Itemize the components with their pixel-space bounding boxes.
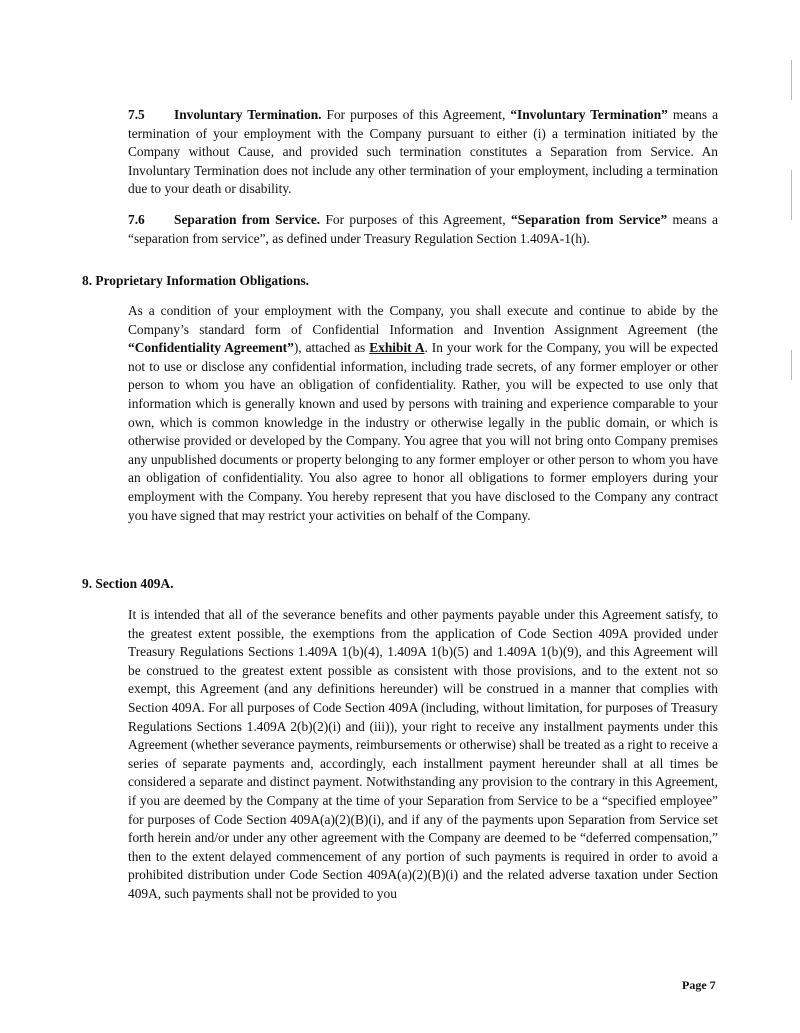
exhibit-reference: Exhibit A bbox=[369, 340, 425, 356]
section-number: 7.6 bbox=[128, 212, 145, 227]
section-7-6 bbox=[128, 211, 718, 248]
body-text: As a condition of your employment with the Company, you shall execute and continue to abide by the Company’s standard form of Confidential Information and Invention Assignment Agreement (the bbox=[128, 303, 718, 337]
scan-artifact-line bbox=[791, 60, 792, 100]
defined-term: “Confidentiality Agreement” bbox=[128, 340, 294, 356]
body-text: For purposes of this Agreement, bbox=[320, 212, 511, 227]
section-8-body bbox=[128, 302, 718, 525]
section-number: 7.5 bbox=[128, 107, 145, 122]
page-number: Page 7 bbox=[682, 978, 716, 992]
heading-section-9: 9. Section 409A. bbox=[82, 576, 174, 591]
section-title: Separation from Service. bbox=[174, 212, 321, 227]
scan-artifact-line bbox=[791, 350, 792, 380]
defined-term: “Separation from Service” bbox=[510, 212, 668, 227]
body-text: . In your work for the Company, you will be expected not to use or disclose any confidential information, including trade secrets, of any former employer or other person to whom you have an obligation of confidentiality. Rather, you will be expected to use only that information which is generally known and used by persons with training and experience comparable to your own, which is common knowledge in the industry or otherwise legally in the public domain, or which is otherwise provided or developed by the Company. You agree that you will not bring onto Company premises any unpublished documents or property belonging to any former employer or other person to whom you have an obligation of confidentiality. You also agree to honor all obligations to former employers during your employment with the Company. You hereby represent that you have disclosed to the Company any contract you have signed that may restrict your activities on behalf of the Company. bbox=[128, 340, 718, 523]
section-7-5 bbox=[128, 106, 718, 199]
body-text: ), attached as bbox=[293, 340, 370, 356]
defined-term: “Involuntary Termination” bbox=[510, 107, 668, 122]
body-text: For purposes of this Agreement, bbox=[321, 107, 511, 122]
body-text: means a “separation from service”, as defined under Treasury Regulation Section 1.409A-1(h). bbox=[128, 212, 718, 246]
heading-section-8: 8. Proprietary Information Obligations. bbox=[82, 273, 310, 288]
section-9-body: It is intended that all of the severance benefits and other payments payable under this Agreement satisfy, to the greatest extent possible, the exemptions from the application of Code Section 409A provided under Treasury Regulations Sections 1.409A 1(b)(4), 1.409A 1(b)(5) and 1.409A 1(b)(9), and this Agreement will be construed to the greatest extent possible as consistent with those provisions, and to the extent not so exempt, this Agreement (and any definitions hereunder) will be construed in a manner that complies with Section 409A. For all purposes of Code Section 409A (including, without limitation, for purposes of Treasury Regulations Sections 1.409A 2(b)(2)(i) and (iii)), your right to receive any installment payments under this Agreement (whether severance payments, reimbursements or otherwise) shall be treated as a right to receive a series of separate payments and, accordingly, each installment payment hereunder shall at all times be considered a separate and distinct payment. Notwithstanding any provision to the contrary in this Agreement, if you are deemed by the Company at the time of your Separation from Service to be a “specified employee” for purposes of Code Section 409A(a)(2)(B)(i), and if any of the payments upon Separation from Service set forth herein and/or under any other agreement with the Company are deemed to be “deferred compensation,” then to the extent delayed commencement of any portion of such payments is required in order to avoid a prohibited distribution under Code Section 409A(a)(2)(B)(i) and the related adverse taxation under Section 409A, such payments shall not be provided to you bbox=[128, 607, 718, 901]
section-title: Involuntary Termination. bbox=[174, 107, 322, 122]
scan-artifact-line bbox=[791, 170, 792, 220]
body-text: means a termination of your employment with the Company pursuant to either (i) a termination initiated by the Company without Cause, and provided such termination constitutes a Separation from Service. An Involuntary Termination does not include any other termination of your employment, including a termination due to your death or disability. bbox=[128, 107, 719, 197]
